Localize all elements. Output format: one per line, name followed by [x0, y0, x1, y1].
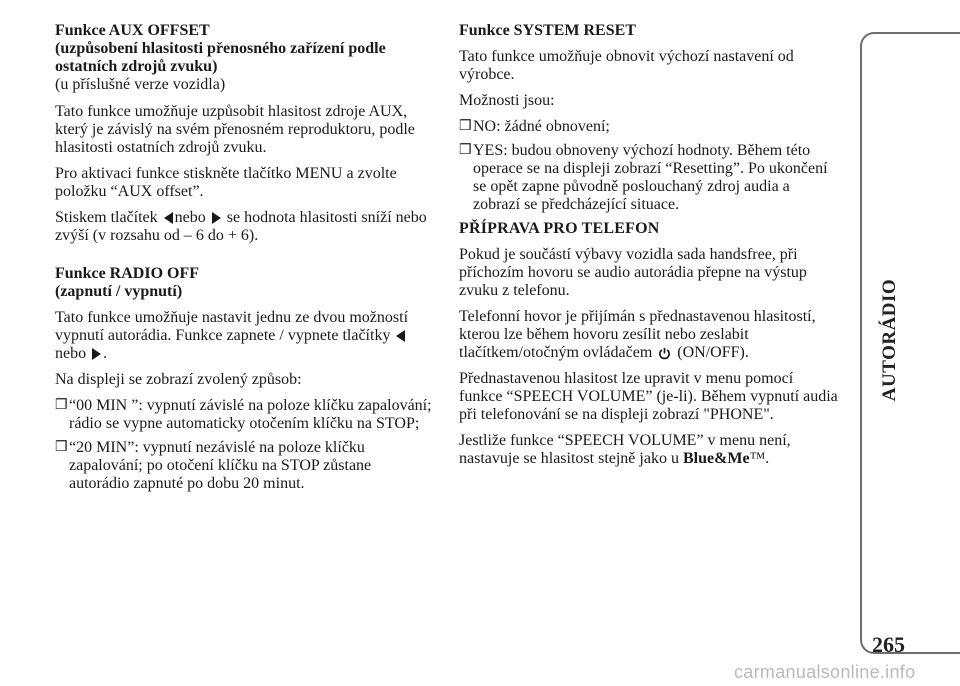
radio-off-heading: Funkce RADIO OFF [55, 265, 199, 282]
radio-off-option-00min: “00 MIN ”: vypnutí závislé na poloze klíčku zapalování; rádio se vypne automaticky otočením klíčku na STOP; [69, 397, 432, 432]
system-reset-option-no: NO: žádné obnovení; [473, 118, 610, 135]
phone-prep-paragraph-2 [459, 308, 839, 362]
radio-off-option-20min: “20 MIN”: vypnutí nezávislé na poloze klíčku zapalování; po otočení klíčku na STOP zůstane autorádio zapnuté po dobu 20 minut. [69, 439, 372, 492]
blue-and-me-brand: Blue&Me [682, 450, 750, 467]
list-item [55, 397, 435, 433]
phone-prep-paragraph-3: Přednastavenou hlasitost lze upravit v menu pomocí funkce “SPEECH VOLUME” (je-li). Během vypnutí audia při telefonování se na displeji zobrazí "PHONE". [459, 370, 838, 423]
right-column [459, 22, 839, 476]
phone-prep-paragraph-4 [459, 432, 839, 468]
radio-off-subheading: (zapnutí / vypnutí) [55, 283, 183, 300]
aux-p3-part-c: se hodnota hlasitosti sníží nebo zvýší (v rozsahu od – 6 do + 6). [55, 209, 427, 244]
checkbox-bullet-icon: ❒ [55, 398, 68, 413]
left-column [55, 22, 435, 499]
system-reset-paragraph-2: Možnosti jsou: [459, 92, 555, 109]
checkbox-bullet-icon: ❒ [459, 119, 472, 134]
right-arrow-icon [92, 348, 101, 360]
right-arrow-icon [212, 212, 221, 224]
radio-p1-part-a: Tato funkce umožňuje nastavit jednu ze dvou možností vypnutí autorádia. Funkce zapnete / vypnete tlačítky [55, 309, 409, 344]
side-tab-text: AUTORÁDIO [879, 278, 900, 402]
left-arrow-icon [396, 330, 405, 342]
power-icon [658, 347, 671, 360]
aux-offset-version-note: (u příslušné verze vozidla) [55, 76, 226, 93]
left-arrow-icon [164, 212, 173, 224]
aux-offset-heading: Funkce AUX OFFSET [55, 22, 210, 39]
aux-offset-paragraph-1: Tato funkce umožňuje uzpůsobit hlasitost zdroje AUX, který je závislý na svém přenosném reproduktoru, podle hlasitosti ostatních zdrojů zvuku. [55, 103, 415, 156]
phone-p2-part-a: Telefonní hovor je přijímán s přednastavenou hlasitostí, kterou lze během hovoru zesílit nebo zeslabit tlačítkem/otočným ovládačem [459, 308, 816, 361]
page-number: 265 [872, 632, 905, 657]
phone-prep-paragraph-1: Pokud je součástí výbavy vozidla sada handsfree, při příchozím hovoru se audio autorádia přepne na výstup zvuku z telefonu. [459, 246, 807, 299]
phone-p4-part-a: Jestliže funkce “SPEECH VOLUME” v menu není, nastavuje se hlasitost stejně jako u [459, 432, 791, 467]
radio-off-paragraph-1 [55, 309, 435, 363]
aux-p3-part-b: nebo [174, 209, 206, 226]
system-reset-option-yes: YES: budou obnoveny výchozí hodnoty. Během této operace se na displeji zobrazí “Resetting”. Po ukončení se opět zapne původně poslouchaný zdroj audia a zobrazí se předcházející situace. [473, 142, 828, 213]
list-item [459, 142, 839, 214]
aux-offset-paragraph-2: Pro aktivaci funkce stiskněte tlačítko MENU a zvolte položku “AUX offset”. [55, 165, 397, 200]
radio-p1-part-b: nebo [55, 345, 87, 362]
side-tab-label [870, 240, 910, 440]
phone-p2-part-b: (ON/OFF). [677, 344, 749, 361]
checkbox-bullet-icon: ❒ [55, 440, 68, 455]
list-item [459, 118, 839, 136]
phone-prep-heading: PŘÍPRAVA PRO TELEFON [459, 220, 660, 237]
aux-offset-subheading-1: (uzpůsobení hlasitosti přenosného zařízení podle [55, 40, 386, 57]
aux-offset-paragraph-3 [55, 209, 435, 245]
radio-p1-part-c: . [103, 345, 108, 362]
phone-p4-tm: ™. [749, 450, 770, 467]
aux-offset-subheading-2: ostatních zdrojů zvuku) [55, 58, 218, 75]
radio-off-paragraph-2: Na displeji se zobrazí zvolený způsob: [55, 371, 302, 388]
list-item [55, 439, 435, 493]
system-reset-paragraph-1: Tato funkce umožňuje obnovit výchozí nastavení od výrobce. [459, 48, 794, 83]
checkbox-bullet-icon: ❒ [459, 143, 472, 158]
watermark: carmanualsonline.info [734, 662, 916, 682]
system-reset-heading: Funkce SYSTEM RESET [459, 22, 636, 39]
aux-p3-part-a: Stiskem tlačítek [55, 209, 158, 226]
